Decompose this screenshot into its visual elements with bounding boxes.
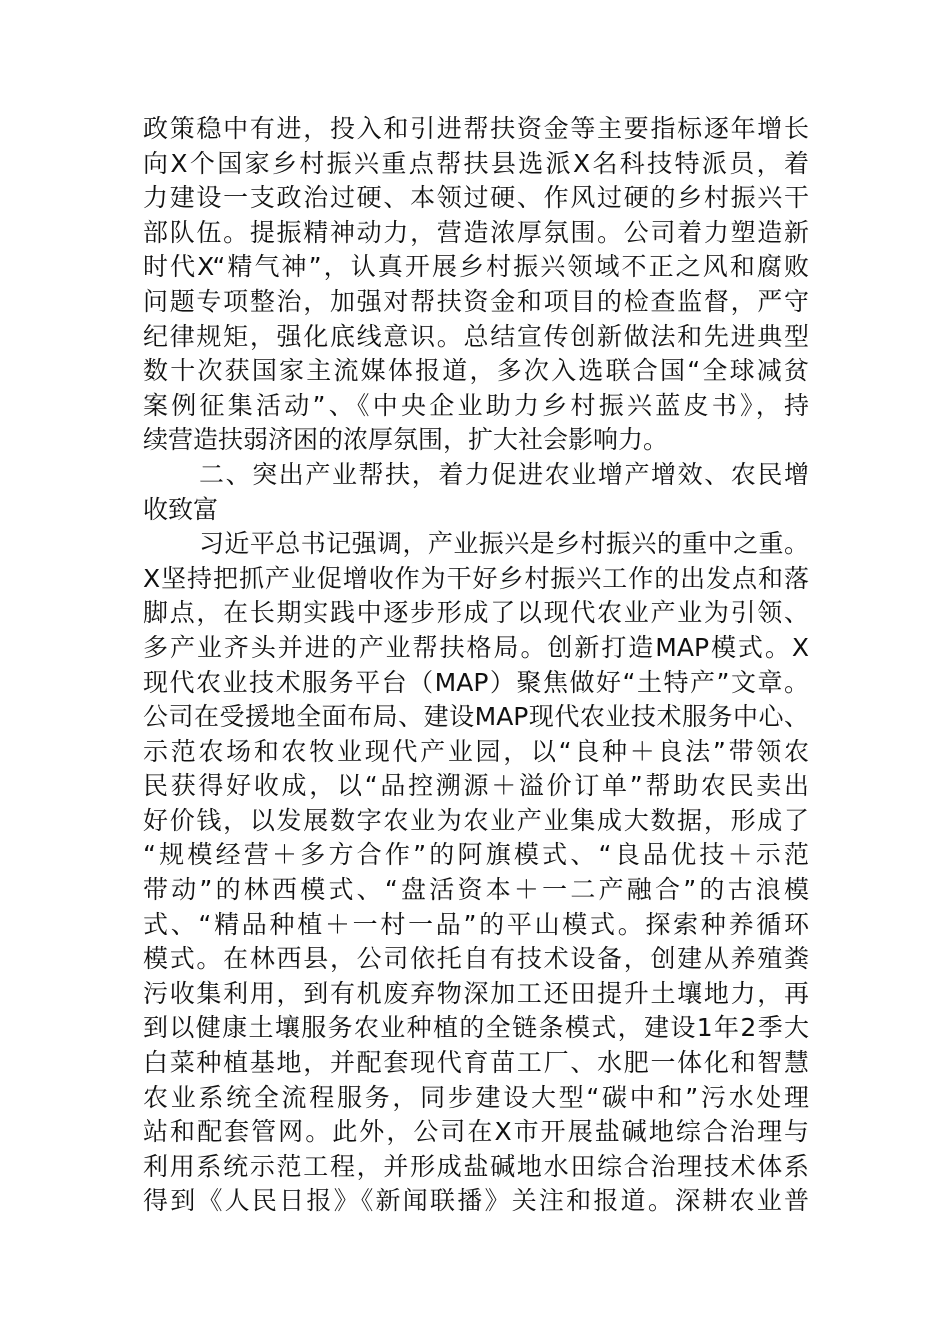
text-line: 向X个国家乡村振兴重点帮扶县选派X名科技特派员，着 [143, 148, 809, 178]
text-line: 纪律规矩，强化底线意识。总结宣传创新做法和先进典型 [143, 321, 809, 351]
text-line: 力建设一支政治过硬、本领过硬、作风过硬的乡村振兴干 [143, 183, 809, 213]
text-line: 数十次获国家主流媒体报道，多次入选联合国“全球减贫 [143, 356, 809, 386]
text-line: 公司在受援地全面布局、建设MAP现代农业技术服务中心、 [143, 702, 809, 732]
text-line: 到以健康土壤服务农业种植的全链条模式，建设1年2季大 [143, 1013, 809, 1043]
text-line: 农业系统全流程服务，同步建设大型“碳中和”污水处理 [143, 1082, 809, 1112]
text-line: 示范农场和农牧业现代产业园，以“良种＋良法”带领农 [143, 736, 809, 766]
text-line: X坚持把抓产业促增收作为干好乡村振兴工作的出发点和落 [143, 563, 809, 593]
text-line: 续营造扶弱济困的浓厚氛围，扩大社会影响力。 [143, 425, 669, 455]
text-line: 民获得好收成，以“品控溯源＋溢价订单”帮助农民卖出 [143, 771, 809, 801]
text-line: 脚点，在长期实践中逐步形成了以现代农业产业为引领、 [143, 598, 809, 628]
text-line: 白菜种植基地，并配套现代育苗工厂、水肥一体化和智慧 [143, 1048, 809, 1078]
text-line: 得到《人民日报》《新闻联播》关注和报道。深耕农业普 [143, 1186, 809, 1216]
text-line: 污收集利用，到有机废弃物深加工还田提升土壤地力，再 [143, 978, 809, 1008]
text-line: 模式。在林西县，公司依托自有技术设备，创建从养殖粪 [143, 944, 809, 974]
text-line: 案例征集活动”、《中央企业助力乡村振兴蓝皮书》，持 [143, 390, 809, 420]
text-line: 利用系统示范工程，并形成盐碱地水田综合治理技术体系 [143, 1151, 809, 1181]
text-line: 站和配套管网。此外，公司在X市开展盐碱地综合治理与 [143, 1117, 809, 1147]
text-line: “规模经营＋多方合作”的阿旗模式、“良品优技＋示范 [143, 840, 809, 870]
text-line: 习近平总书记强调，产业振兴是乡村振兴的重中之重。 [199, 529, 809, 559]
text-line: 问题专项整治，加强对帮扶资金和项目的检查监督，严守 [143, 286, 809, 316]
body-text [143, 112, 809, 1219]
section-heading-continued: 收致富 [143, 494, 219, 524]
text-line: 时代X“精气神”，认真开展乡村振兴领域不正之风和腐败 [143, 252, 809, 282]
text-line: 部队伍。提振精神动力，营造浓厚氛围。公司着力塑造新 [143, 217, 809, 247]
text-line: 现代农业技术服务平台（MAP）聚焦做好“土特产”文章。 [143, 667, 809, 697]
section-heading: 二、突出产业帮扶，着力促进农业增产增效、农民增 [199, 459, 809, 489]
text-line: 带动”的林西模式、“盘活资本＋一二产融合”的古浪模 [143, 875, 809, 905]
text-line: 多产业齐头并进的产业帮扶格局。创新打造MAP模式。X [143, 632, 809, 662]
text-line: 政策稳中有进，投入和引进帮扶资金等主要指标逐年增长 [143, 114, 809, 143]
text-line: 式、“精品种植＋一村一品”的平山模式。探索种养循环 [143, 909, 809, 939]
text-line: 好价钱，以发展数字农业为农业产业集成大数据，形成了 [143, 805, 809, 835]
